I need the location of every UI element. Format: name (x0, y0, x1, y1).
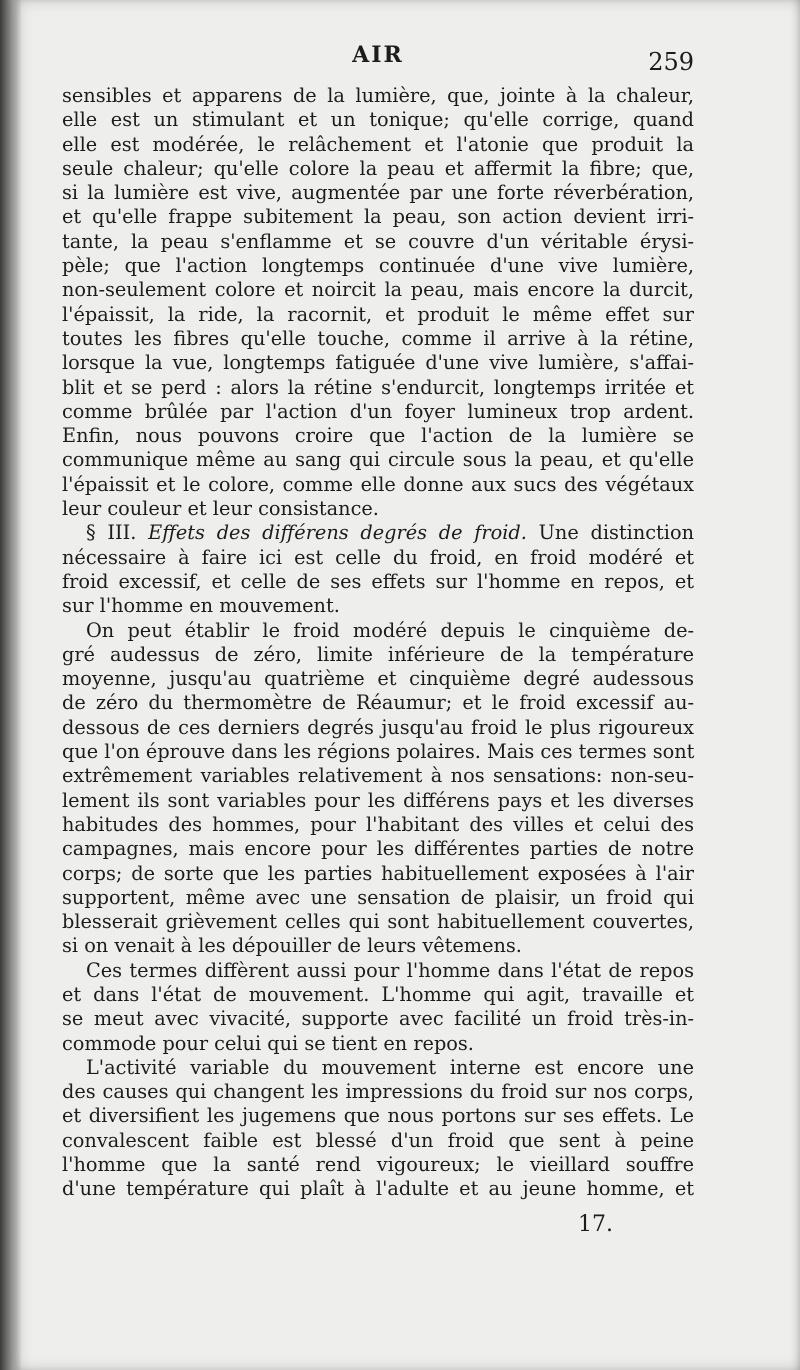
text-line: commode pour celui qui se tient en repos. (62, 1031, 474, 1055)
text-line: non-seulement colore et noircit la peau, mais encore la durcit, (62, 278, 694, 302)
text-line: elle est modérée, le relâchement et l'atonie que produit la (62, 132, 694, 156)
text-line: des causes qui changent les impressions du froid sur nos corps, (62, 1080, 694, 1104)
text-line: et diversifient les jugemens que nous portons sur ses effets. Le (62, 1104, 694, 1128)
text-line: On peut établir le froid modéré depuis le cinquième de- (86, 618, 694, 642)
text-line: moyenne, jusqu'au quatrième et cinquième degré audessous (62, 667, 694, 691)
page-number: 259 (648, 48, 694, 76)
text-line: si on venait à les dépouiller de leurs vêtemens. (62, 934, 522, 958)
text-line: extrêmement variables relativement à nos sensations: non-seu- (62, 764, 694, 788)
text-line: Ces termes diffèrent aussi pour l'homme dans l'état de repos (86, 958, 694, 982)
section-first-line: Une distinction (538, 521, 694, 545)
text-line: blesserait grièvement celles qui sont habituellement couvertes, (62, 910, 694, 934)
text-line: habitudes des hommes, pour l'habitant des villes et celui des (62, 812, 694, 836)
text-line: elle est un stimulant et un tonique; qu'elle corrige, quand (62, 108, 694, 132)
text-line: campagnes, mais encore pour les différentes parties de notre (62, 837, 694, 861)
text-line: dessous de ces derniers degrés jusqu'au froid le plus rigoureux (62, 715, 694, 739)
text-line: se meut avec vivacité, supporte avec facilité un froid très-in- (62, 1007, 694, 1031)
page-header (62, 42, 694, 78)
text-line: l'épaissit, la ride, la racornit, et produit le même effet sur (62, 302, 694, 326)
text-line: si la lumière est vive, augmentée par une forte réverbération, (62, 181, 694, 205)
text-line: l'épaissit et le colore, comme elle donne aux sucs des végétaux (62, 472, 694, 496)
text-line: communique même au sang qui circule sous la peau, et qu'elle (62, 448, 694, 472)
text-line: sur l'homme en mouvement. (62, 594, 340, 618)
text-line: corps; de sorte que les parties habituellement exposées à l'air (62, 861, 694, 885)
text-line: sensibles et apparens de la lumière, que, jointe à la chaleur, (62, 84, 694, 107)
text-line: et qu'elle frappe subitement la peau, son action devient irri- (62, 205, 694, 229)
text-line: Enfin, nous pouvons croire que l'action de la lumière se (62, 424, 694, 448)
text-line: convalescent faible est blessé d'un froid que sent à peine (62, 1128, 694, 1152)
body-text (62, 84, 694, 1202)
section-heading-line (62, 521, 694, 545)
text-line: tante, la peau s'enflamme et se couvre d'un véritable érysi- (62, 229, 694, 253)
text-line: supportent, même avec une sensation de plaisir, un froid qui (62, 885, 694, 909)
section-mark: § III. (86, 521, 137, 545)
text-line: de zéro du thermomètre de Réaumur; et le froid excessif au- (62, 691, 694, 715)
text-line: et dans l'état de mouvement. L'homme qui agit, travaille et (62, 982, 694, 1006)
text-line: gré audessus de zéro, limite inférieure de la température (62, 642, 694, 666)
text-line: d'une température qui plaît à l'adulte et au jeune homme, et (62, 1177, 694, 1201)
text-line: toutes les fibres qu'elle touche, comme il arrive à la rétine, (62, 326, 694, 350)
text-line: leur couleur et leur consistance. (62, 497, 379, 521)
signature-mark: 17. (578, 1212, 613, 1237)
text-line: seule chaleur; qu'elle colore la peau et affermit la fibre; que, (62, 156, 694, 180)
text-line: blit et se perd : alors la rétine s'endurcit, longtemps irritée et (62, 375, 694, 399)
text-line: lorsque la vue, longtemps fatiguée d'une vive lumière, s'affai- (62, 351, 694, 375)
binding-shadow (0, 0, 22, 1370)
running-head: AIR (352, 42, 404, 68)
text-line: lement ils sont variables pour les différens pays et les diverses (62, 788, 694, 812)
text-line: froid excessif, et celle de ses effets sur l'homme en repos, et (62, 569, 694, 593)
text-line: pèle; que l'action longtemps continuée d'une vive lumière, (62, 254, 694, 278)
text-line: nécessaire à faire ici est celle du froid, en froid modéré et (62, 545, 694, 569)
text-line: que l'on éprouve dans les régions polaires. Mais ces termes sont (62, 740, 695, 764)
text-line: l'homme que la santé rend vigoureux; le vieillard souffre (62, 1153, 694, 1177)
text-line: L'activité variable du mouvement interne est encore une (86, 1055, 694, 1079)
section-title: Effets des différens degrés de froid. (148, 521, 527, 545)
text-line: comme brûlée par l'action d'un foyer lumineux trop ardent. (62, 399, 694, 423)
